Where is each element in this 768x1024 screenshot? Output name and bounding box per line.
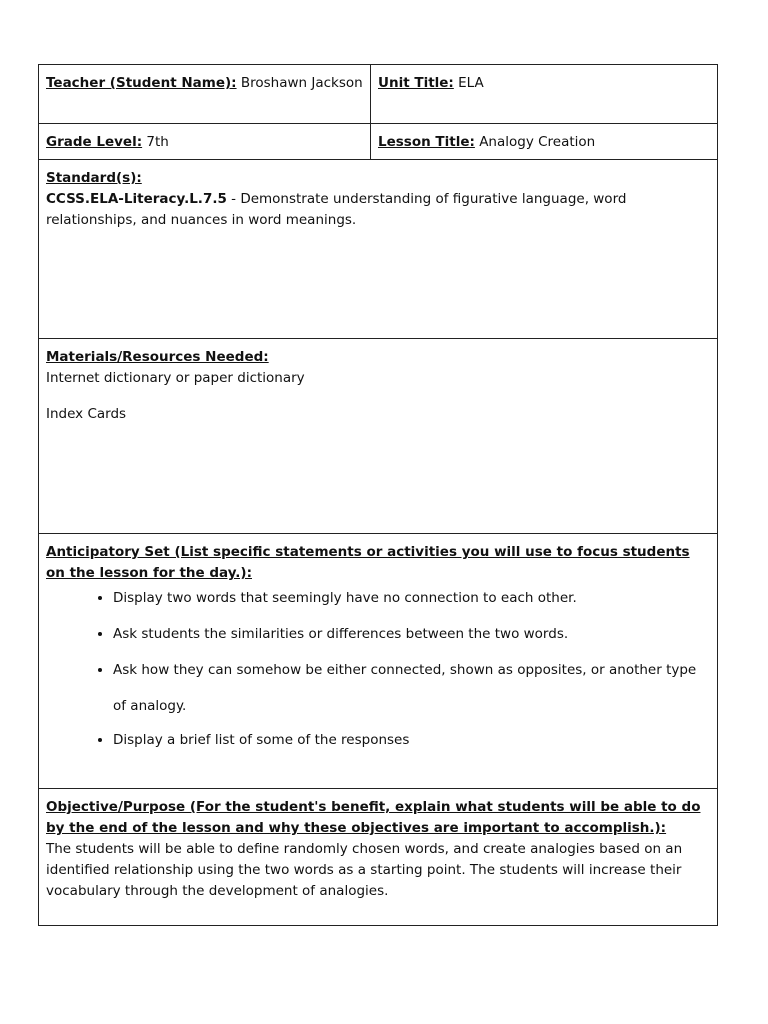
lesson-title-cell — [371, 124, 718, 160]
grade-level-label: Grade Level: — [46, 134, 143, 150]
teacher-label: Teacher (Student Name): — [46, 75, 237, 91]
grade-lesson-row — [39, 124, 718, 160]
anticipatory-cell — [39, 534, 718, 789]
list-item: • Ask how they can somehow be either connected, shown as opposites, or another type of analogy. — [113, 652, 710, 724]
unit-title-label: Unit Title: — [378, 75, 454, 91]
grade-level-value: 7th — [146, 134, 169, 150]
anticipatory-row — [39, 534, 718, 789]
objective-row — [39, 789, 718, 926]
standards-cell — [39, 160, 718, 339]
teacher-value: Broshawn Jackson — [240, 75, 363, 91]
list-item: • Ask students the similarities or differences between the two words. — [113, 624, 710, 645]
materials-item: Index Cards — [46, 406, 127, 422]
list-item: • Display a brief list of some of the responses — [113, 730, 710, 751]
materials-row — [39, 339, 718, 534]
lesson-plan-table — [38, 64, 718, 926]
materials-label: Materials/Resources Needed: — [46, 349, 269, 365]
standard-description: - Demonstrate understanding of figurative language, word relationships, and nuances in word meanings. — [46, 191, 627, 228]
list-item: • Display two words that seemingly have no connection to each other. — [113, 588, 710, 609]
standards-label: Standard(s): — [46, 170, 142, 186]
standards-body — [46, 189, 710, 231]
objective-text: The students will be able to define randomly chosen words, and create analogies based on an identified relationship using the two words as a starting point. The students will increase their vocabulary through the development of analogies. — [46, 841, 683, 899]
objective-cell — [39, 789, 718, 926]
standards-row — [39, 160, 718, 339]
materials-cell — [39, 339, 718, 534]
lesson-title-label: Lesson Title: — [378, 134, 475, 150]
unit-title-cell — [371, 65, 718, 124]
materials-item: Internet dictionary or paper dictionary — [46, 370, 305, 386]
objective-label: Objective/Purpose (For the student's benefit, explain what students will be able to do by the end of the lesson and why these objectives are important to accomplish.): — [46, 799, 701, 836]
teacher-unit-row — [39, 65, 718, 124]
unit-title-value: ELA — [458, 75, 484, 91]
teacher-cell — [39, 65, 371, 124]
lesson-title-value: Analogy Creation — [479, 134, 596, 150]
anticipatory-list — [46, 588, 710, 751]
standard-code: CCSS.ELA-Literacy.L.7.5 — [46, 191, 227, 207]
anticipatory-label: Anticipatory Set (List specific statements or activities you will use to focus students on the lesson for the day.): — [46, 544, 690, 581]
grade-level-cell — [39, 124, 371, 160]
